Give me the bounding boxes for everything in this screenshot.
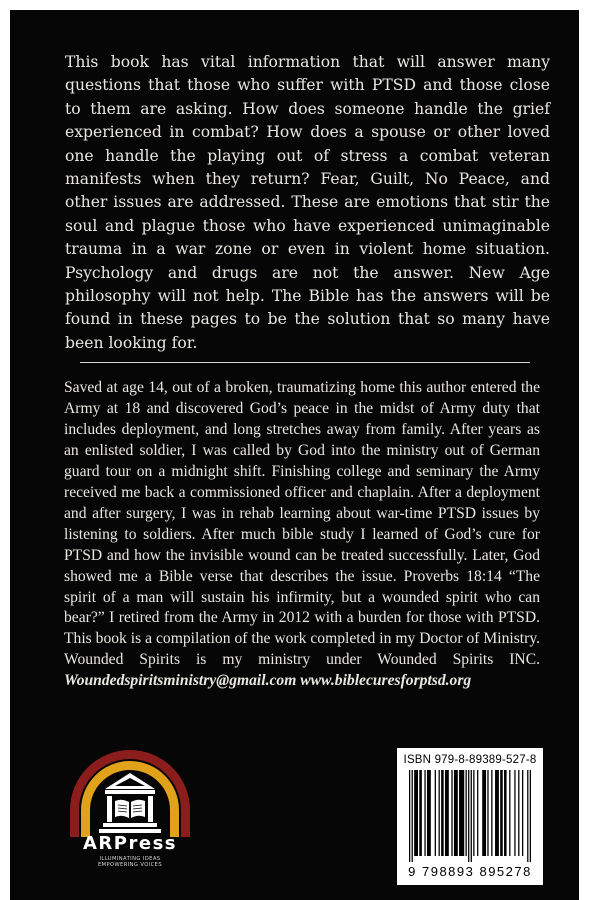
barcode-bar bbox=[500, 770, 503, 856]
barcode-bar bbox=[487, 770, 488, 856]
barcode-bar bbox=[477, 770, 478, 856]
barcode-bar bbox=[495, 770, 499, 856]
barcode-bar bbox=[441, 770, 444, 856]
isbn-label: ISBN 979-8-89389-527-8 bbox=[403, 754, 537, 766]
barcode-bar bbox=[459, 770, 464, 856]
barcode-bar bbox=[530, 770, 531, 862]
barcode-bar bbox=[409, 770, 410, 862]
barcode-bar bbox=[527, 770, 528, 862]
barcode-bar bbox=[482, 770, 486, 856]
author-bio-text: Saved at age 14, out of a broken, traumatizing home this author entered the Army at 18 and discovered God’s peace in the midst of Army duty that includes deployment, and long stretches away from family. After years as an enlisted soldier, I was called by God into the ministry out of German guard tour on a midnight shift. Finishing college and seminary the Army received me back a commissioned officer and chaplain. After a deployment and after surgery, I was in rehab learning about war-time PTSD issues by listening to soldiers. After much bible study I learned of God’s cure for PTSD and how the invisible wound can be treated successfully. Later, God showed me a Bible verse that describes the issue. Proverbs 18:14 “The spirit of a man will sustain his infirmity, but a wounded spirit who can bear?” I retired from the Army in 2012 with a burden for those with PTSD. This book is a compilation of the work completed in my Doctor of Ministry. Wounded Spirits is my ministry under Wounded Spirits INC. bbox=[64, 379, 540, 669]
barcode-bar bbox=[514, 770, 515, 856]
publisher-logo bbox=[65, 745, 195, 895]
barcode-bar bbox=[414, 770, 418, 856]
barcode-bar bbox=[468, 770, 469, 862]
publisher-tagline-2: EMPOWERING VOICES bbox=[97, 862, 163, 868]
book-blurb: This book has vital information that will answer many questions that those who suffer with PTSD and those close to them are asking. How does someone handle the grief experienced in combat? How does a spouse or other loved one handle the playing out of stress a combat veteran manifests when they return? Fear, Guilt, No Peace, and other issues are addressed. These are emotions that stir the soul and plague those who have experienced unimaginable trauma in a war zone or even in violent home situation. Psychology and drugs are not the answer. New Age philosophy will not help. The Bible has the answers will be found in these pages to be the solution that so many have been looking for. bbox=[65, 53, 550, 352]
section-divider bbox=[80, 362, 530, 363]
publisher-name: ARPress bbox=[83, 833, 177, 854]
author-bio bbox=[64, 378, 540, 692]
barcode-bar bbox=[473, 770, 474, 856]
barcode-bar bbox=[491, 770, 492, 856]
barcode-bar bbox=[466, 770, 467, 856]
barcode-bar bbox=[439, 770, 440, 856]
barcode-digits: 9 798893 895278 bbox=[408, 864, 532, 879]
barcode-bar bbox=[509, 770, 510, 856]
building-book-icon bbox=[65, 745, 195, 837]
barcode-bar bbox=[412, 770, 413, 862]
publisher-tagline-1: ILLUMINATING IDEAS bbox=[99, 856, 161, 862]
barcode-bar bbox=[427, 770, 431, 856]
barcode-bar bbox=[454, 770, 458, 856]
contact-email: Woundedspiritsministry@gmail.com bbox=[64, 672, 297, 690]
isbn-barcode bbox=[397, 748, 543, 885]
barcode-bars bbox=[409, 770, 531, 862]
barcode-bar bbox=[471, 770, 472, 862]
contact-website: www.biblecuresforptsd.org bbox=[300, 672, 472, 690]
barcode-bar bbox=[504, 770, 507, 856]
barcode-bar bbox=[451, 770, 452, 856]
barcode-bar bbox=[424, 770, 425, 856]
barcode-bar bbox=[435, 770, 436, 856]
barcode-bar bbox=[419, 770, 422, 856]
barcode-bar bbox=[522, 770, 523, 856]
back-cover bbox=[10, 10, 579, 900]
barcode-bar bbox=[445, 770, 449, 856]
barcode-bar bbox=[518, 770, 519, 856]
